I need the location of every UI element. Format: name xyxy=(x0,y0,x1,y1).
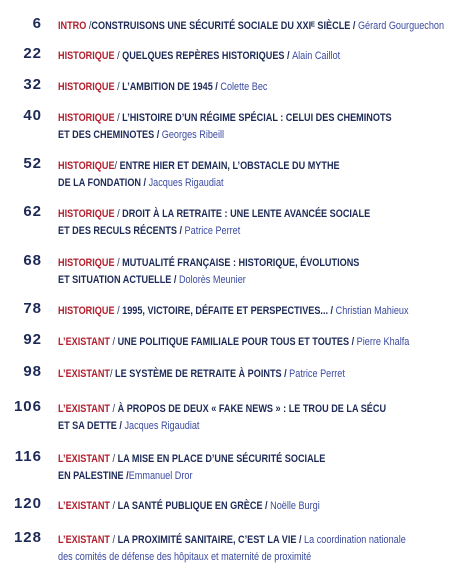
category-label: L’EXISTANT xyxy=(58,403,110,415)
entry-title: À PROPOS DE DEUX « FAKE NEWS » : LE TROU DE LA SÉCU xyxy=(117,403,387,415)
separator: / xyxy=(109,453,118,465)
page-number: 92 xyxy=(23,331,42,348)
separator: / xyxy=(114,50,123,62)
entry-text xyxy=(58,334,410,351)
page-number: 22 xyxy=(23,45,42,62)
author-name: Patrice Perret xyxy=(289,368,345,380)
page-number: 128 xyxy=(13,529,42,546)
entry-text xyxy=(58,401,395,435)
page-number: 68 xyxy=(23,252,42,269)
author-name: Emmanuel Dror xyxy=(128,470,193,482)
entry-title: L’AMBITION DE 1945 / xyxy=(122,81,221,93)
author-name: Jacques Rigaudiat xyxy=(124,420,200,432)
entry-title: LA SANTÉ PUBLIQUE EN GRÈCE / xyxy=(117,500,271,512)
entry-text xyxy=(58,498,395,515)
entry-title: 1995, VICTOIRE, DÉFAITE ET PERSPECTIVES... / xyxy=(122,305,336,317)
separator: / xyxy=(114,305,123,317)
entry-text xyxy=(58,255,395,289)
author-name: Patrice Perret xyxy=(184,225,241,237)
entry-text xyxy=(58,18,445,35)
category-label: HISTORIQUE xyxy=(58,81,115,93)
author-name: Alain Caillot xyxy=(292,50,341,62)
entry-title: ET SITUATION ACTUELLE / xyxy=(58,274,179,286)
entry-text xyxy=(58,158,395,192)
entry-text xyxy=(58,451,395,485)
separator: / xyxy=(114,81,123,93)
separator: / xyxy=(109,403,118,415)
author-name: Dolorès Meunier xyxy=(178,274,246,286)
page-number: 40 xyxy=(23,107,42,124)
separator: / xyxy=(114,160,120,172)
page-number: 106 xyxy=(13,398,42,415)
page-number: 78 xyxy=(23,300,42,317)
entry-line xyxy=(58,468,395,485)
separator: / xyxy=(114,257,123,269)
entry-title: LA PROXIMITÉ SANITAIRE, C’EST LA VIE / xyxy=(117,534,305,546)
entry-title: ET DES RECULS RÉCENTS / xyxy=(58,225,185,237)
entry-line xyxy=(58,223,395,240)
entry-line xyxy=(58,303,409,320)
entry-line xyxy=(58,418,395,435)
author-name: Colette Bec xyxy=(220,81,268,93)
entry-title: CONSTRUISONS UNE SÉCURITÉ SOCIALE DU XXIᴱ SIÈCLE / xyxy=(91,20,358,32)
category-label: HISTORIQUE xyxy=(58,257,115,269)
separator: / xyxy=(86,20,92,32)
author-name: Pierre Khalfa xyxy=(356,336,410,348)
entry-line xyxy=(58,272,395,289)
entry-title: ENTRE HIER ET DEMAIN, L’OBSTACLE DU MYTHE xyxy=(119,160,340,172)
separator: / xyxy=(114,112,123,124)
entry-line xyxy=(58,401,395,418)
page-number: 52 xyxy=(23,155,42,172)
entry-text xyxy=(58,303,409,320)
entry-line xyxy=(58,549,395,566)
entry-title: UNE POLITIQUE FAMILIALE POUR TOUS ET TOUTES / xyxy=(117,336,357,348)
entry-line xyxy=(58,175,395,192)
entry-line xyxy=(58,158,395,175)
separator: / xyxy=(109,534,118,546)
entry-line xyxy=(58,18,445,35)
separator: / xyxy=(109,368,116,380)
entry-text xyxy=(58,79,395,96)
entry-line xyxy=(58,206,395,223)
author-name: Christian Mahieux xyxy=(335,305,409,317)
entry-line xyxy=(58,532,406,549)
page-number: 98 xyxy=(23,363,42,380)
entry-line xyxy=(58,498,395,515)
entry-line xyxy=(58,48,395,65)
entry-title: LA MISE EN PLACE D’UNE SÉCURITÉ SOCIALE xyxy=(117,453,326,465)
entry-title: ET SA DETTE / xyxy=(58,420,125,432)
category-label: HISTORIQUE xyxy=(58,305,115,317)
entry-line xyxy=(58,127,395,144)
author-name: Gérard Gourguechon xyxy=(357,20,445,32)
entry-title: DROIT À LA RETRAITE : UNE LENTE AVANCÉE SOCIALE xyxy=(122,208,371,220)
entry-text xyxy=(58,48,395,65)
entry-text xyxy=(58,366,395,383)
page-number: 6 xyxy=(32,15,42,32)
entry-line xyxy=(58,110,395,127)
category-label: L’EXISTANT xyxy=(58,453,110,465)
category-label: HISTORIQUE xyxy=(58,208,115,220)
page-number: 62 xyxy=(23,203,42,220)
page-number: 120 xyxy=(13,495,42,512)
author-name: La coordination nationale xyxy=(304,534,406,546)
author-name: Georges Ribeill xyxy=(161,129,225,141)
category-label: L’EXISTANT xyxy=(58,368,110,380)
entry-title: DE LA FONDATION / xyxy=(58,177,149,189)
entry-text xyxy=(58,110,395,144)
entry-line xyxy=(58,334,410,351)
entry-title: ET DES CHEMINOTES / xyxy=(58,129,162,141)
category-label: HISTORIQUE xyxy=(58,160,115,172)
entry-line xyxy=(58,451,395,468)
entry-text xyxy=(58,532,406,566)
author-name: Noëlle Burgi xyxy=(270,500,320,512)
page-number: 116 xyxy=(14,448,42,465)
author-name: des comités de défense des hôpitaux et maternité de proximité xyxy=(58,551,312,563)
entry-title: LE SYSTÈME DE RETRAITE À POINTS / xyxy=(115,368,290,380)
category-label: INTRO xyxy=(58,20,87,32)
author-name: Jacques Rigaudiat xyxy=(148,177,224,189)
entry-line xyxy=(58,79,395,96)
entry-title: L’HISTOIRE D’UN RÉGIME SPÉCIAL : CELUI DES CHEMINOTS xyxy=(122,112,392,124)
category-label: HISTORIQUE xyxy=(58,112,115,124)
separator: / xyxy=(109,336,118,348)
entry-title: QUELQUES REPÈRES HISTORIQUES / xyxy=(122,50,293,62)
entry-title: EN PALESTINE / xyxy=(58,470,129,482)
entry-title: MUTUALITÉ FRANÇAISE : HISTORIQUE, ÉVOLUTIONS xyxy=(122,257,360,269)
category-label: L’EXISTANT xyxy=(58,336,110,348)
entry-line xyxy=(58,255,395,272)
entry-line xyxy=(58,366,395,383)
category-label: L’EXISTANT xyxy=(58,534,110,546)
category-label: L’EXISTANT xyxy=(58,500,110,512)
category-label: HISTORIQUE xyxy=(58,50,115,62)
entry-text xyxy=(58,206,395,240)
separator: / xyxy=(109,500,118,512)
page-number: 32 xyxy=(23,76,42,93)
separator: / xyxy=(114,208,123,220)
